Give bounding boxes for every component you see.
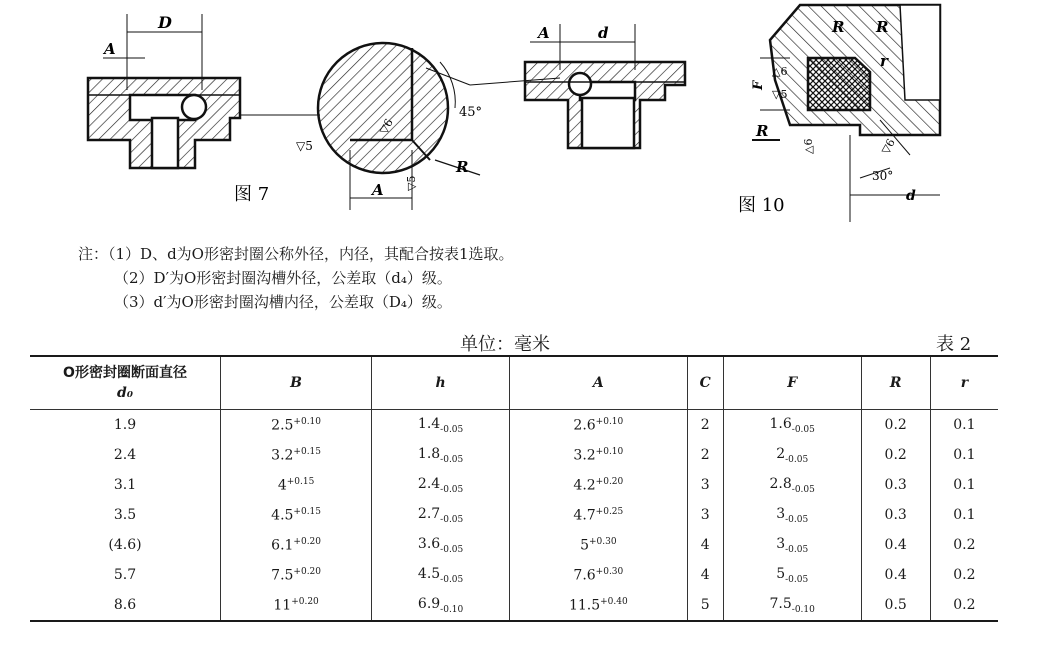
table-row xyxy=(30,530,998,560)
cell-value: 2.8 xyxy=(769,475,792,492)
cell-c xyxy=(687,470,723,500)
cell-d0 xyxy=(30,470,221,500)
cell-value: 4 xyxy=(700,567,710,583)
cell-r xyxy=(861,500,930,530)
cell-value: 1.6 xyxy=(769,415,792,432)
cell-value: 3.2 xyxy=(271,447,294,464)
cell-value: 1.8 xyxy=(417,445,441,462)
cell-tolerance: +0.10 xyxy=(293,416,322,427)
cell-r xyxy=(930,410,998,441)
cell-h xyxy=(372,470,510,500)
cell-value: (4.6) xyxy=(108,537,142,553)
table-row xyxy=(30,590,998,621)
cell-value: 3 xyxy=(776,505,786,522)
header-A: A xyxy=(510,356,688,410)
cell-value: 2.5 xyxy=(271,417,294,434)
cell-value: 11 xyxy=(273,597,292,614)
drawing-canvas xyxy=(0,0,1043,225)
fig7-left-part xyxy=(88,14,240,168)
cell-c xyxy=(687,410,723,441)
cell-value: 0.2 xyxy=(953,537,976,553)
cell-r xyxy=(861,440,930,470)
header-B: B xyxy=(221,356,372,410)
cell-value: 0.4 xyxy=(884,537,907,553)
cell-b xyxy=(221,560,372,590)
cell-b xyxy=(221,410,372,441)
dim-R3: R xyxy=(876,18,889,36)
dim-A2: A xyxy=(372,181,384,199)
cell-tolerance: +0.10 xyxy=(595,446,624,457)
cell-tolerance: +0.20 xyxy=(291,596,319,607)
note-3: （3）d′为O形密封圈沟槽内径，公差取（D₄）级。 xyxy=(114,293,452,311)
angle-30: 30° xyxy=(872,169,894,183)
cell-r xyxy=(861,590,930,621)
note-2: （2）D′为O形密封圈沟槽外径，公差取（d₄）级。 xyxy=(114,269,452,287)
cell-f xyxy=(723,590,861,621)
cell-tolerance: +0.25 xyxy=(595,506,624,517)
cell-r xyxy=(861,560,930,590)
cell-b xyxy=(221,590,372,621)
cell-d0 xyxy=(30,590,221,621)
cell-value: 3 xyxy=(776,535,786,552)
surface-6d: ▽6 xyxy=(878,136,898,157)
cell-value: 3 xyxy=(700,477,710,493)
cell-a xyxy=(510,560,688,590)
dim-R4: R xyxy=(756,122,769,140)
cell-h xyxy=(372,530,510,560)
dim-F: F xyxy=(751,80,766,90)
cell-r xyxy=(930,470,998,500)
table-row xyxy=(30,500,998,530)
cell-value: 0.3 xyxy=(884,507,907,523)
cell-value: 0.2 xyxy=(884,447,907,463)
table-row xyxy=(30,470,998,500)
cell-h xyxy=(372,560,510,590)
cell-value: 4 xyxy=(277,477,287,494)
cell-tolerance: +0.20 xyxy=(293,566,322,577)
header-R: R xyxy=(861,356,930,410)
surface-5a: ▽5 xyxy=(296,139,313,153)
cell-b xyxy=(221,500,372,530)
cell-value: 0.5 xyxy=(884,597,907,613)
header-r: r xyxy=(930,356,998,410)
dim-D: D xyxy=(158,13,172,32)
technical-drawings xyxy=(0,0,1043,225)
cell-value: 7.5 xyxy=(271,567,294,584)
cell-a xyxy=(510,470,688,500)
header-d0-line2: d₀ xyxy=(117,385,133,401)
cell-tolerance: +0.30 xyxy=(589,536,617,547)
cell-f xyxy=(723,530,861,560)
fig7-right-part xyxy=(470,24,685,148)
cell-r xyxy=(930,590,998,621)
angle-45: 45° xyxy=(459,105,483,120)
header-d0 xyxy=(30,356,221,410)
table-row xyxy=(30,560,998,590)
cell-tolerance: -0.05 xyxy=(785,544,809,555)
dim-R2: R xyxy=(832,18,845,36)
cell-tolerance: +0.20 xyxy=(293,536,322,547)
dim-d2: d xyxy=(906,188,916,204)
cell-a xyxy=(510,410,688,441)
cell-d0 xyxy=(30,560,221,590)
dim-r: r xyxy=(880,52,888,70)
cell-tolerance: +0.40 xyxy=(600,596,628,607)
cell-value: 0.1 xyxy=(953,447,976,463)
cell-h xyxy=(372,590,510,621)
note-1: 注：（1）D、d为O形密封圈公称外径，内径，其配合按表1选取。 xyxy=(78,245,514,263)
cell-d0 xyxy=(30,410,221,441)
cell-d0 xyxy=(30,440,221,470)
cell-r xyxy=(930,500,998,530)
cell-a xyxy=(510,500,688,530)
unit-label: 单位：毫米 xyxy=(460,334,550,355)
cell-value: 3.1 xyxy=(113,477,137,493)
cell-a xyxy=(510,530,688,560)
notes-block xyxy=(78,242,514,314)
cell-value: 2.4 xyxy=(113,447,137,463)
cell-value: 3 xyxy=(700,507,710,523)
header-h: h xyxy=(372,356,510,410)
cell-value: 0.2 xyxy=(953,597,976,613)
cell-tolerance: +0.30 xyxy=(595,566,624,577)
fig7-detail-circle xyxy=(240,43,483,210)
cell-tolerance: -0.05 xyxy=(440,574,464,585)
cell-value: 4.2 xyxy=(573,477,596,494)
table-number: 表 2 xyxy=(936,334,972,355)
dim-d1: d xyxy=(598,24,609,42)
cell-value: 7.6 xyxy=(573,567,596,584)
cell-value: 4.7 xyxy=(573,507,596,524)
cell-value: 2 xyxy=(700,447,710,463)
cell-tolerance: -0.05 xyxy=(440,514,464,525)
cell-value: 0.2 xyxy=(884,417,907,433)
cell-value: 3.5 xyxy=(113,507,137,523)
cell-value: 1.4 xyxy=(417,415,441,432)
cell-value: 2 xyxy=(700,417,710,433)
dim-A3: A xyxy=(538,24,550,42)
cell-h xyxy=(372,440,510,470)
cell-tolerance: +0.15 xyxy=(293,506,322,517)
cell-f xyxy=(723,500,861,530)
cell-tolerance: -0.05 xyxy=(791,424,815,435)
table-body xyxy=(30,410,998,622)
cell-value: 0.2 xyxy=(953,567,976,583)
cell-tolerance: +0.15 xyxy=(286,476,315,487)
cell-f xyxy=(723,410,861,441)
cell-tolerance: -0.05 xyxy=(440,454,464,465)
cell-tolerance: -0.05 xyxy=(785,454,809,465)
table-row xyxy=(30,440,998,470)
cell-value: 4 xyxy=(700,537,710,553)
cell-value: 6.9 xyxy=(417,595,441,612)
header-F: F xyxy=(723,356,861,410)
cell-r xyxy=(861,410,930,441)
cell-b xyxy=(221,470,372,500)
cell-tolerance: -0.10 xyxy=(440,604,464,615)
cell-b xyxy=(221,530,372,560)
cell-value: 7.5 xyxy=(769,595,792,612)
cell-value: 0.1 xyxy=(953,417,976,433)
cell-r xyxy=(930,530,998,560)
cell-c xyxy=(687,500,723,530)
cell-tolerance: -0.05 xyxy=(785,514,809,525)
cell-a xyxy=(510,590,688,621)
cell-a xyxy=(510,440,688,470)
cell-value: 3.2 xyxy=(573,447,596,464)
cell-tolerance: -0.05 xyxy=(440,424,464,435)
dimension-table xyxy=(30,355,998,622)
dim-R1: R xyxy=(456,158,469,176)
cell-tolerance: -0.05 xyxy=(785,574,809,585)
cell-value: 4.5 xyxy=(417,565,441,582)
cell-value: 0.1 xyxy=(953,477,976,493)
cell-tolerance: -0.10 xyxy=(791,604,815,615)
cell-f xyxy=(723,470,861,500)
cell-d0 xyxy=(30,530,221,560)
cell-value: 0.1 xyxy=(953,507,976,523)
cell-h xyxy=(372,500,510,530)
cell-tolerance: -0.05 xyxy=(791,484,815,495)
dim-A1: A xyxy=(104,40,116,58)
cell-tolerance: -0.05 xyxy=(440,484,464,495)
cell-c xyxy=(687,530,723,560)
cell-value: 2.6 xyxy=(573,417,596,434)
cell-value: 8.6 xyxy=(113,597,137,613)
cell-value: 2.7 xyxy=(417,505,441,522)
cell-d0 xyxy=(30,500,221,530)
cell-value: 4.5 xyxy=(271,507,294,524)
cell-value: 1.9 xyxy=(113,417,137,433)
fig7-caption: 图 7 xyxy=(234,184,270,205)
cell-r xyxy=(930,440,998,470)
cell-b xyxy=(221,440,372,470)
cell-tolerance: +0.10 xyxy=(595,416,624,427)
cell-h xyxy=(372,410,510,441)
surface-5b: ▽5 xyxy=(405,175,418,191)
cell-value: 5 xyxy=(700,597,710,613)
cell-c xyxy=(687,440,723,470)
surface-6c: △6 xyxy=(802,138,815,154)
surface-6b: △6 xyxy=(772,65,788,78)
cell-tolerance: -0.05 xyxy=(440,544,464,555)
header-C: C xyxy=(687,356,723,410)
cell-f xyxy=(723,440,861,470)
cell-value: 2 xyxy=(776,445,786,462)
fig10-caption: 图 10 xyxy=(738,195,785,216)
cell-f xyxy=(723,560,861,590)
cell-value: 5.7 xyxy=(113,567,137,583)
cell-c xyxy=(687,590,723,621)
surface-5c: ▽5 xyxy=(772,88,788,101)
cell-r xyxy=(930,560,998,590)
cell-c xyxy=(687,560,723,590)
cell-value: 11.5 xyxy=(568,597,601,614)
cell-value: 5 xyxy=(776,565,786,582)
header-d0-line1: O形密封圈断面直径 xyxy=(63,365,187,381)
cell-r xyxy=(861,470,930,500)
cell-tolerance: +0.20 xyxy=(595,476,624,487)
table-header-row xyxy=(30,356,998,410)
cell-value: 5 xyxy=(580,537,589,554)
table-row xyxy=(30,410,998,441)
cell-r xyxy=(861,530,930,560)
cell-value: 6.1 xyxy=(271,537,294,554)
cell-value: 2.4 xyxy=(417,475,441,492)
cell-value: 0.4 xyxy=(884,567,907,583)
cell-value: 3.6 xyxy=(417,535,441,552)
surface-6a: ▽6 xyxy=(376,116,396,137)
cell-tolerance: +0.15 xyxy=(293,446,322,457)
cell-value: 0.3 xyxy=(884,477,907,493)
